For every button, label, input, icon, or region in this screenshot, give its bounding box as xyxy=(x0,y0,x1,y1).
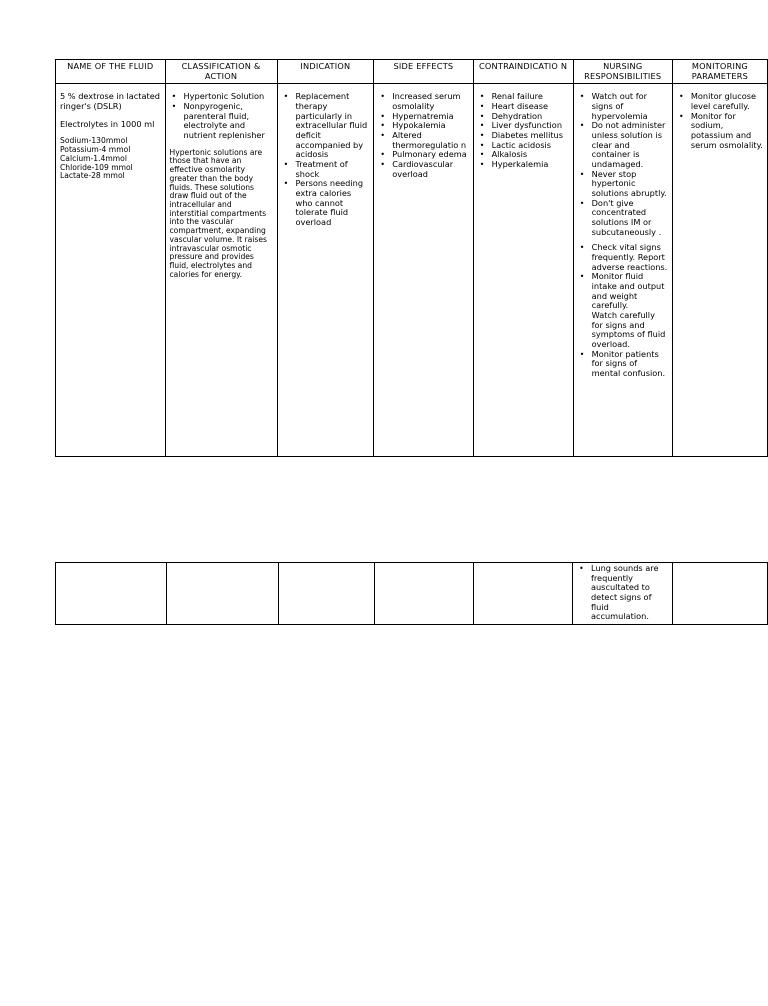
list-item: • Pulmonary edema xyxy=(392,150,468,160)
list-item: • Treatment of shock xyxy=(296,160,370,179)
list-item: • Increased serum osmolality xyxy=(392,92,468,111)
list-item: • Nonpyrogenic, parenteral fluid, electrolyte and nutrient replenisher xyxy=(184,102,273,141)
list-item: • Replacement therapy particularly in extracellular fluid deficit accompanied by acidosis xyxy=(296,92,370,160)
list-item: • Hypertonic Solution xyxy=(184,92,273,102)
indication-cell xyxy=(277,84,374,457)
electrolytes-label: Electrolytes in 1000 ml xyxy=(60,118,155,129)
monitoring-list xyxy=(677,92,763,150)
nursing-continuation-cell xyxy=(572,563,672,625)
continuation-table xyxy=(55,562,768,625)
list-item: • Monitor fluid intake and output and weight carefully. xyxy=(592,272,668,311)
fluid-name: 5 % dextrose in lactated ringer's (DSLR) xyxy=(60,91,160,112)
list-item: • Monitor for sodium, potassium and serum osmolality. xyxy=(691,112,763,151)
list-item: • Renal failure xyxy=(492,92,569,102)
side-effects-cell xyxy=(374,84,473,457)
list-item: • Hyperkalemia xyxy=(492,160,569,170)
nursing-list-b xyxy=(578,243,668,311)
list-item: • Lactic acidosis xyxy=(492,141,569,151)
header-nursing: NURSING RESPONSIBILITIES xyxy=(573,60,672,84)
contraindication-list xyxy=(478,92,569,169)
electrolyte-list xyxy=(60,137,161,181)
list-item: • Altered thermoregulatio n xyxy=(392,131,468,150)
list-item: • Dehydration xyxy=(492,112,569,122)
header-contraindication: CONTRAINDICATIO N xyxy=(473,60,573,84)
list-item: • Check vital signs frequently. Report adverse reactions. xyxy=(592,243,668,272)
list-item: • Do not administer unless solution is clear and container is undamaged. xyxy=(592,121,668,169)
empty-cell xyxy=(473,563,572,625)
classification-cell xyxy=(165,84,277,457)
list-item: • Watch out for signs of hypervolemia xyxy=(592,92,668,121)
nursing-plain-text: Watch carefully for signs and symptoms of fluid overload. xyxy=(591,310,666,350)
classification-list xyxy=(170,92,273,140)
fluid-table xyxy=(55,59,768,457)
list-item: • Monitor glucose level carefully. xyxy=(691,92,763,111)
header-indication: INDICATION xyxy=(277,60,374,84)
indication-list xyxy=(282,92,370,227)
empty-cell xyxy=(375,563,473,625)
monitoring-cell xyxy=(672,84,767,457)
list-item: • Diabetes mellitus xyxy=(492,131,569,141)
electrolyte-calcium: Calcium-1.4mmol xyxy=(60,153,127,163)
table-row xyxy=(56,563,768,625)
header-classification: CLASSIFICATION & ACTION xyxy=(165,60,277,84)
classification-description: Hypertonic solutions are those that have an effective osmolarity greater than the body fluids. These solutions draw fluid out of the intracellular and interstitial compartments into the vascular compartment, expanding vascular volume. It raises intravascular osmotic pressure and provides fluid, electrolytes and calories for energy. xyxy=(169,147,267,279)
header-monitoring: MONITORING PARAMETERS xyxy=(672,60,767,84)
list-item: • Alkalosis xyxy=(492,150,569,160)
list-item: • Hypokalemia xyxy=(392,121,468,131)
fluid-name-cell xyxy=(56,84,166,457)
contraindication-cell xyxy=(473,84,573,457)
list-item: • Cardiovascular overload xyxy=(392,160,468,179)
list-item: • Heart disease xyxy=(492,102,569,112)
header-side-effects: SIDE EFFECTS xyxy=(374,60,473,84)
empty-cell xyxy=(56,563,167,625)
list-item: • Don't give concentrated solutions IM or subcutaneously . xyxy=(592,199,668,238)
list-item: • Liver dysfunction xyxy=(492,121,569,131)
header-row xyxy=(56,60,768,84)
nursing-list-a xyxy=(578,92,668,237)
empty-cell xyxy=(279,563,375,625)
nursing-list-c xyxy=(578,350,668,379)
list-item: • Lung sounds are frequently auscultated to detect signs of fluid accumulation. xyxy=(591,564,668,622)
nursing-continuation-list xyxy=(577,564,668,622)
electrolyte-chloride: Chloride-109 mmol xyxy=(60,162,133,172)
header-name: NAME OF THE FLUID xyxy=(56,60,166,84)
list-item: • Persons needing extra calories who cannot tolerate fluid overload xyxy=(296,179,370,227)
empty-cell xyxy=(167,563,279,625)
electrolyte-lactate: Lactate-28 mmol xyxy=(60,171,125,181)
electrolyte-potassium: Potassium-4 mmol xyxy=(60,145,131,155)
electrolyte-sodium: Sodium-130mmol xyxy=(60,136,128,146)
table-row xyxy=(56,84,768,457)
empty-cell xyxy=(672,563,767,625)
list-item: • Monitor patients for signs of mental confusion. xyxy=(592,350,668,379)
side-effects-list xyxy=(378,92,468,179)
list-item: • Hypernatremia xyxy=(392,112,468,122)
nursing-cell xyxy=(573,84,672,457)
list-item: • Never stop hypertonic solutions abruptly. xyxy=(592,170,668,199)
